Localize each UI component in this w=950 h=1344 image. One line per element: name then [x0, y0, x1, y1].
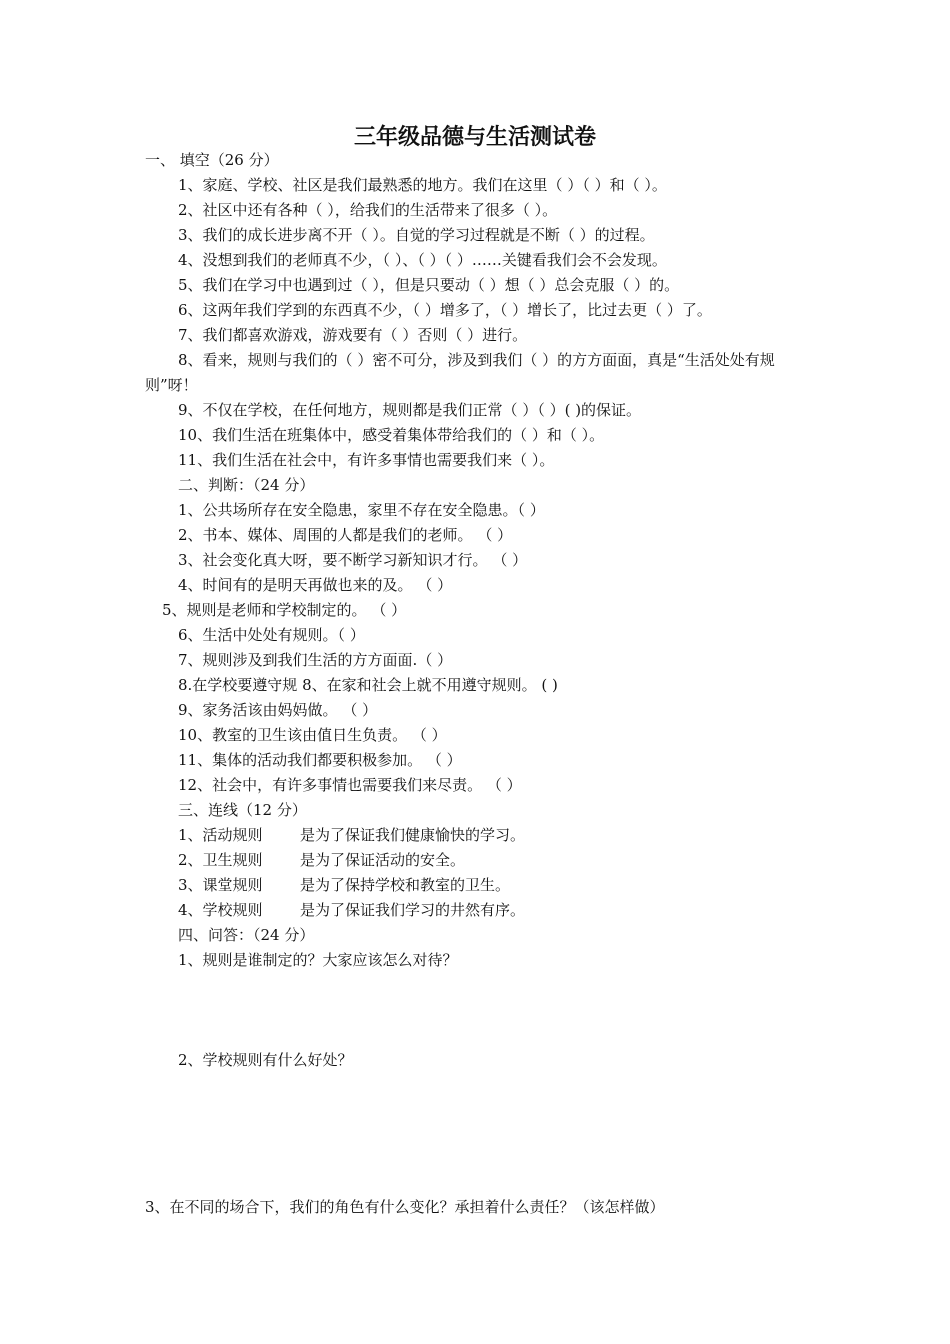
question-line: 1、家庭、学校、社区是我们最熟悉的地方。我们在这里（ ）（ ）和（ ）。	[178, 176, 667, 194]
essay-question: 1、规则是谁制定的？大家应该怎么对待？	[178, 951, 458, 969]
judgement-item: 10、教室的卫生该由值日生负责。 （ ）	[178, 726, 447, 744]
page-title: 三年级品德与生活测试卷	[353, 124, 596, 150]
section-1-heading: 一、 填空（26 分）	[145, 151, 279, 169]
question-line: 11、我们生活在社会中，有许多事情也需要我们来（ ）。	[178, 451, 555, 469]
answer-space[interactable]	[145, 1075, 805, 1190]
question-line: 3、我们的成长进步离不开（ ）。自觉的学习过程就是不断（ ）的过程。	[178, 226, 655, 244]
judgement-item: 1、公共场所存在安全隐患，家里不存在安全隐患。（ ）	[178, 501, 545, 519]
judgement-item: 2、书本、媒体、周围的人都是我们的老师。 （ ）	[178, 526, 513, 544]
judgement-item: 8.在学校要遵守规 8、在家和社会上就不用遵守规则。 ( )	[178, 676, 558, 694]
essay-question: 2、学校规则有什么好处？	[178, 1051, 353, 1069]
section-4-heading: 四、问答：（24 分）	[178, 926, 315, 944]
judgement-item: 12、社会中，有许多事情也需要我们来尽责。 （ ）	[178, 776, 522, 794]
judgement-item: 4、时间有的是明天再做也来的及。 （ ）	[178, 576, 453, 594]
question-line-continuation: 则”呀！	[145, 376, 198, 394]
matching-left-item: 1、活动规则	[178, 826, 263, 844]
judgement-item: 9、家务活该由妈妈做。 （ ）	[178, 701, 378, 719]
matching-right-item: 是为了保证我们健康愉快的学习。	[300, 826, 526, 844]
matching-left-item: 4、学校规则	[178, 901, 263, 919]
question-line: 10、我们生活在班集体中，感受着集体带给我们的（ ）和（ ）。	[178, 426, 605, 444]
judgement-item: 6、生活中处处有规则。（ ）	[178, 626, 365, 644]
question-line: 7、我们都喜欢游戏，游戏要有（ ）否则（ ）进行。	[178, 326, 528, 344]
question-line: 5、我们在学习中也遇到过（ ），但是只要动（ ）想（ ）总会克服（ ）的。	[178, 276, 680, 294]
answer-space[interactable]	[145, 975, 805, 1045]
matching-right-item: 是为了保证我们学习的井然有序。	[300, 901, 526, 919]
section-2-heading: 二、判断：（24 分）	[178, 476, 315, 494]
question-line: 9、不仅在学校，在任何地方，规则都是我们正常（ ）（ ）( )的保证。	[178, 401, 642, 419]
matching-right-item: 是为了保持学校和教室的卫生。	[300, 876, 511, 894]
section-3-heading: 三、连线（12 分）	[178, 801, 307, 819]
question-line: 2、社区中还有各种（ ），给我们的生活带来了很多（ ）。	[178, 201, 558, 219]
essay-question: 3、在不同的场合下，我们的角色有什么变化？承担着什么责任？（该怎样做）	[145, 1198, 665, 1216]
judgement-item: 7、规则涉及到我们生活的方方面面.（ ）	[178, 651, 453, 669]
question-line: 4、没想到我们的老师真不少，（ ）、（ ）（ ）……关键看我们会不会发现。	[178, 251, 667, 269]
judgement-item: 3、社会变化真大呀，要不断学习新知识才行。 （ ）	[178, 551, 528, 569]
answer-space[interactable]	[145, 1222, 805, 1322]
matching-right-item: 是为了保证活动的安全。	[300, 851, 466, 869]
matching-left-item: 3、课堂规则	[178, 876, 263, 894]
judgement-item: 11、集体的活动我们都要积极参加。 （ ）	[178, 751, 462, 769]
matching-left-item: 2、卫生规则	[178, 851, 263, 869]
question-line: 6、这两年我们学到的东西真不少，（ ）增多了，（ ）增长了，比过去更（ ）了。	[178, 301, 712, 319]
question-line: 8、看来，规则与我们的（ ）密不可分，涉及到我们（ ）的方方面面，真是“生活处处有规	[178, 351, 775, 369]
judgement-item: 5、规则是老师和学校制定的。 （ ）	[162, 601, 407, 619]
